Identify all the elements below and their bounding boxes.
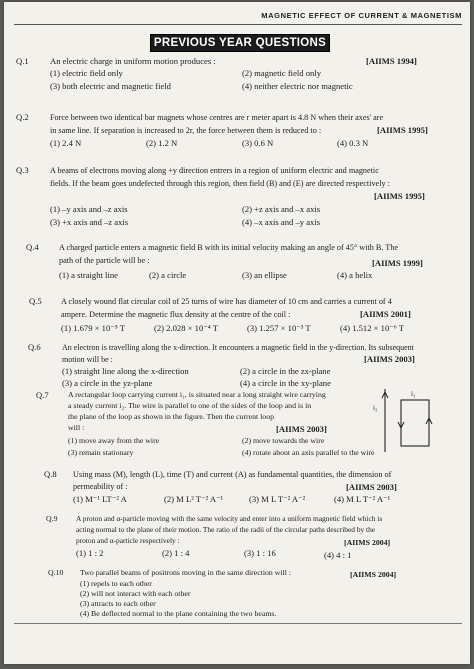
question-text: Force between two identical bar magnets whose centres are r meter apart is 4.8 N when their axes' are: [50, 113, 384, 122]
page: [4, 2, 470, 664]
question-text: An electric charge in uniform motion produces :: [50, 56, 216, 66]
option: (2) will not interact with each other: [80, 589, 191, 598]
question-number: Q.3: [16, 165, 29, 175]
exam-source: [AIIMS 2001]: [360, 309, 411, 319]
option: (3) 0.6 N: [242, 138, 274, 148]
running-title: MAGNETIC EFFECT OF CURRENT & MAGNETISM: [261, 11, 462, 20]
option: (4) rotate about an axis parallel to the wire: [242, 448, 375, 457]
option: (3) an ellipse: [242, 270, 287, 280]
question-text: A proton and α-particle moving with the same velocity and enter into a uniform magnetic field which is: [76, 514, 383, 523]
exam-source: [AIIMS 1994]: [366, 56, 417, 66]
question-text: proton and α-particle respectively :: [76, 536, 180, 545]
option: (4) –x axis and –y axis: [242, 217, 321, 227]
question-number: Q.9: [46, 514, 58, 523]
question-text: An electron is travelling along the x-direction. It encounters a magnetic field in the y-direction. Its subsequent: [62, 343, 414, 352]
loop-current-label: i₁: [411, 390, 416, 398]
option: (4) Be deflected normal to the plane containing the two beams.: [80, 609, 277, 618]
option: (3) remain stationary: [68, 448, 134, 457]
question-text: the plane of the loop as shown in the figure. Then the current loop: [68, 412, 274, 421]
current-loop: [401, 400, 429, 446]
exam-source: [AIIMS 2003]: [364, 354, 415, 364]
question-text: A rectangular loop carrying current i₁, is situated near a long straight wire carrying: [68, 390, 326, 399]
option: (2) magnetic field only: [242, 68, 321, 78]
option: (1) 1.679 × 10⁻⁵ T: [61, 323, 126, 333]
question-text: motion will be :: [62, 355, 113, 364]
question-text: A beams of electrons moving along +y direction entrers in a region of uniform electric and magnetic: [50, 166, 379, 175]
option: (4) a helix: [337, 270, 373, 280]
option: (1) electric field only: [50, 68, 123, 78]
option: (2) 1 : 4: [162, 548, 190, 558]
question-number: Q.10: [48, 568, 64, 577]
option: (2) +z axis and –x axis: [242, 204, 321, 214]
option: (4) neither electric nor magnetic: [242, 81, 353, 91]
option: (3) attracts to each other: [80, 599, 156, 608]
option: (1) 1 : 2: [76, 548, 104, 558]
question-text: A closely wound flat circular coil of 25 turns of wire has diameter of 10 cm and carries a current of 4: [61, 297, 392, 306]
question-text: a steady current i₂. The wire is parallel to one of the sides of the loop and is in: [68, 401, 312, 410]
option: (1) M⁻¹ LT⁻² A: [73, 494, 127, 504]
question-text: fields. If the beam goes undefected through this region, then field (B) and (E) are directed respectively :: [50, 179, 390, 188]
question-text: in same line. If separation is increased to 2r, the force between them is reduced to :: [50, 126, 322, 135]
question-text: Using mass (M), length (L), time (T) and current (A) as fundamental quantities, the dimension of: [73, 470, 392, 479]
wire-current-label: i₂: [373, 404, 378, 412]
question-text: ampere. Determine the magnetic flux density at the centre of the coil :: [61, 310, 291, 319]
option: (3) M L T⁻² A⁻²: [249, 494, 306, 504]
option: (4) 1.512 × 10⁻⁶ T: [340, 323, 405, 333]
question-number: Q.7: [36, 390, 49, 400]
header-rule: [14, 24, 462, 25]
option: (2) move towards the wire: [242, 436, 325, 445]
option: (1) 2.4 N: [50, 138, 82, 148]
question-text: path of the particle will be :: [59, 256, 150, 265]
exam-source: [AIIMS 1995]: [377, 125, 428, 135]
question-text: acting normal to the plane of their motion. The ratio of the radii of the circular paths described by the: [76, 525, 376, 534]
option: (2) M L² T⁻² A⁻¹: [164, 494, 224, 504]
option: (4) a circle in the xy-plane: [240, 378, 331, 388]
question-number: Q.6: [28, 342, 41, 352]
wire-loop-figure: [371, 386, 443, 456]
option: (3) +x axis and –z axis: [50, 217, 129, 227]
question-number: Q.4: [26, 242, 39, 252]
exam-source: [AIIMS 2004]: [350, 570, 397, 579]
option: (4) 0.3 N: [337, 138, 369, 148]
option: (1) –y axis and –z axis: [50, 204, 128, 214]
exam-source: [AIIMS 1999]: [372, 258, 423, 268]
option: (1) a straight line: [59, 270, 118, 280]
question-number: Q.5: [29, 296, 42, 306]
option: (2) 2.028 × 10⁻⁴ T: [154, 323, 219, 333]
question-text: Two parallel beams of positrons moving in the same direction will :: [80, 568, 292, 577]
exam-source: [AIIMS 2004]: [344, 538, 391, 547]
question-number: Q.2: [16, 112, 29, 122]
exam-source: [AIIMS 2003]: [276, 424, 327, 434]
question-number: Q.8: [44, 469, 57, 479]
option: (2) a circle in the zx-plane: [240, 366, 331, 376]
option: (3) a circle in the yz-plane: [62, 378, 153, 388]
exam-source: [AIIMS 2003]: [346, 482, 397, 492]
option: (4) 4 : 1: [324, 550, 352, 560]
option: (4) M L T⁻² A⁻¹: [334, 494, 391, 504]
option: (2) 1.2 N: [146, 138, 178, 148]
exam-source: [AIIMS 1995]: [374, 191, 425, 201]
section-banner: PREVIOUS YEAR QUESTIONS: [150, 34, 330, 52]
question-text: will :: [68, 423, 85, 432]
question-text: A charged particle enters a magnetic field B with its initial velocity making an angle of 45° with B. The: [59, 243, 399, 252]
option: (3) 1 : 16: [244, 548, 276, 558]
option: (1) move away from the wire: [68, 436, 160, 445]
option: (3) 1.257 × 10⁻³ T: [247, 323, 311, 333]
question-text: permeability of :: [73, 482, 128, 491]
option: (2) a circle: [149, 270, 187, 280]
option: (1) repels to each other: [80, 579, 152, 588]
option: (1) straight line along the x-direction: [62, 366, 189, 376]
question-number: Q.1: [16, 56, 29, 66]
option: (3) both electric and magnetic field: [50, 81, 171, 91]
footer-rule: [14, 623, 462, 624]
